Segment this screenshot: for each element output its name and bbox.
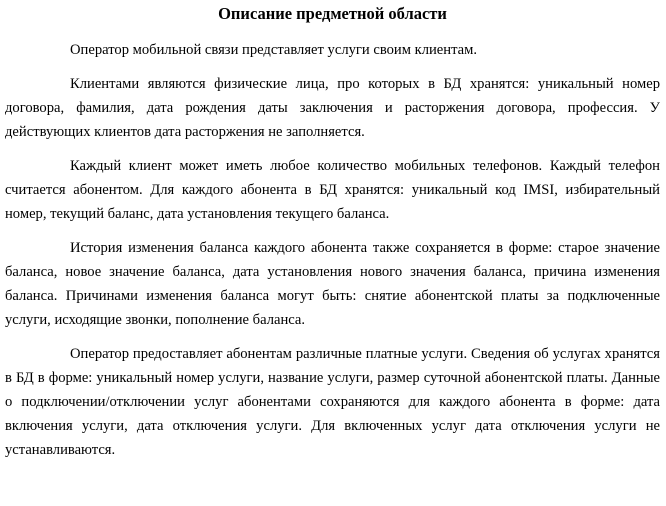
paragraph-balance-history: История изменения баланса каждого абонента также сохраняется в форме: старое значение баланса, новое значение баланса, дата установления нового значения баланса, причина изменения баланса. Причинами изменения баланса могут быть: снятие абонентской платы за подключенные услуги, исходящие звонки, пополнение баланса. — [5, 240, 660, 328]
paragraph-services: Оператор предоставляет абонентам различные платные услуги. Сведения об услугах хранятся в БД в форме: уникальный номер услуги, название услуги, размер суточной абонентской платы. Данные о подключении/отключении услуг абонентами сохраняются для каждого абонента в форме: дата включения услуги, дата отключения услуги. Для включенных услуг дата отключения услуги не устанавливаются. — [5, 346, 660, 458]
paragraph-clients: Клиентами являются физические лица, про которых в БД хранятся: уникальный номер договора, фамилия, дата рождения даты заключения и расторжения договора, профессия. У действующих клиентов дата расторжения не заполняется. — [5, 76, 660, 140]
paragraph-subscribers: Каждый клиент может иметь любое количество мобильных телефонов. Каждый телефон считается абонентом. Для каждого абонента в БД хранятся: уникальный код IMSI, избирательный номер, текущий баланс, дата установления текущего баланса. — [5, 158, 660, 222]
document-title: Описание предметной области — [218, 4, 447, 23]
paragraph-operator: Оператор мобильной связи представляет услуги своим клиентам. — [70, 42, 477, 58]
